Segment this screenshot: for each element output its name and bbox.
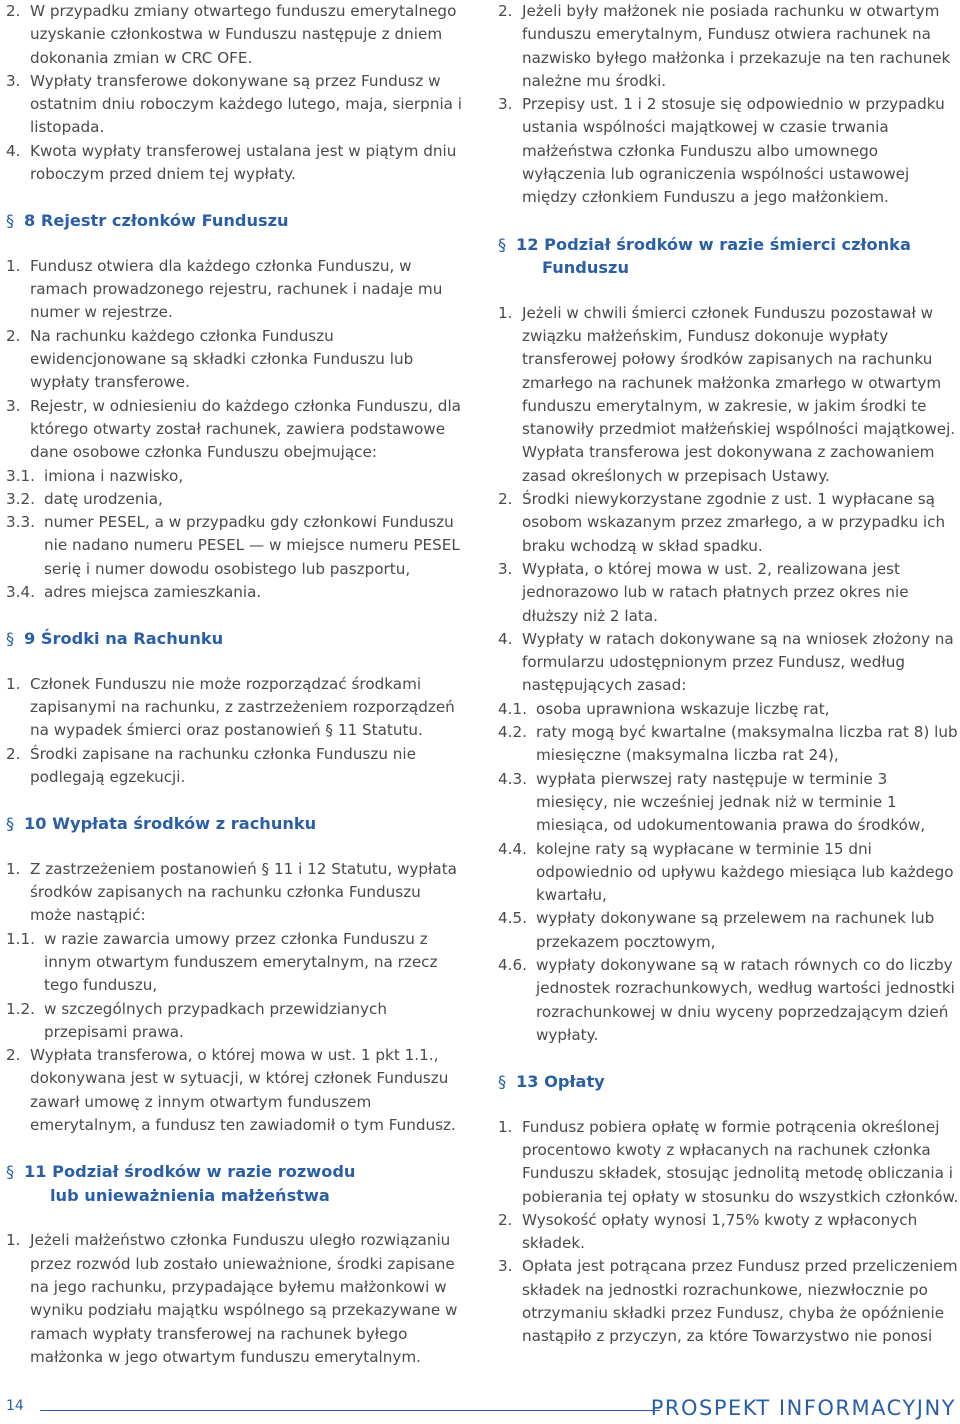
list-item: 4. Kwota wypłaty transferowej ustalana jest w piątym dniu roboczym przed dniem tej wypłaty. bbox=[6, 141, 457, 184]
section-8-heading: § 8 Rejestr członków Funduszu bbox=[6, 209, 466, 233]
section-12-heading: § 12 Podział środków w razie śmierci członka Funduszu bbox=[498, 234, 911, 278]
list-item: 3. Wypłaty transferowe dokonywane są przez Fundusz w ostatnim dniu roboczym każdego lutego, maja, sierpnia i listopada. bbox=[6, 71, 463, 137]
section-11-heading: § 11 Podział środków w razie rozwodu lub unieważnienia małżeństwa bbox=[6, 1162, 356, 1205]
list-item: 2. Jeżeli były małżonek nie posiada rachunku w otwartym funduszu emerytalnym, Fundusz otwiera rachunek na nazwisko byłego małżonka i przekazuje na ten rachunek należne mu środki. bbox=[498, 2, 951, 90]
section-symbol-icon: § bbox=[6, 211, 15, 231]
footer-divider bbox=[40, 1410, 660, 1411]
document-title: PROSPEKT INFORMACYJNY bbox=[650, 1396, 956, 1420]
sub-item: 4.2. raty mogą być kwartalne (maksymalna liczba rat 8) lub miesięczne (maksymalna liczba rat 24), bbox=[498, 723, 958, 765]
sub-item: 3.1. imiona i nazwisko, bbox=[6, 466, 184, 485]
section-symbol-icon: § bbox=[6, 814, 15, 834]
sub-item: 4.3. wypłata pierwszej raty następuje w terminie 3 miesięcy, nie wcześniej jednak niż w terminie 1 miesiąca, od udokumentowania prawa do środków, bbox=[498, 769, 926, 835]
section-13-heading: § 13 Opłaty bbox=[498, 1070, 960, 1094]
list-item: 2. W przypadku zmiany otwartego funduszu emerytalnego uzyskanie członkostwa w Funduszu następuje z dniem dokonania zmian w CRC OFE. bbox=[6, 2, 457, 67]
list-item: 4. Wypłaty w ratach dokonywane są na wniosek złożony na formularzu udostępnionym przez Fundusz, według następujących zasad: bbox=[498, 629, 954, 695]
section-symbol-icon: § bbox=[6, 629, 15, 649]
sub-item: 1.2. w szczególnych przypadkach przewidzianych przepisami prawa. bbox=[6, 999, 388, 1041]
sub-item: 4.5. wypłaty dokonywane są przelewem na rachunek lub przekazem pocztowym, bbox=[498, 909, 935, 951]
list-item: 1. Jeżeli małżeństwo członka Funduszu uległo rozwiązaniu przez rozwód lub zostało unieważnione, środki zapisane na jego rachunku, przypadające byłemu małżonkowi w wyniku podziału majątku wspólnego są przekazywane w ramach wypłaty transferowej na rachunek byłego małżonka w jego otwartym funduszu emerytalnym. bbox=[6, 1231, 458, 1366]
list-item: 3. Rejestr, w odniesieniu do każdego członka Funduszu, dla którego otwarty został rachunek, zawiera podstawowe dane osobowe członka Funduszu obejmujące: bbox=[6, 396, 461, 462]
sub-item: 1.1. w razie zawarcia umowy przez członka Funduszu z innym otwartym funduszem emerytalnym, na rzecz tego funduszu, bbox=[6, 929, 438, 995]
sub-item: 3.2. datę urodzenia, bbox=[6, 489, 163, 508]
sub-item: 4.1. osoba uprawniona wskazuje liczbę rat, bbox=[498, 699, 830, 718]
section-9-heading: § 9 Środki na Rachunku bbox=[6, 627, 466, 651]
list-item: 2. Na rachunku każdego członka Funduszu ewidencjonowane są składki członka Funduszu lub wypłaty transferowe. bbox=[6, 326, 414, 392]
list-item: 2. Środki zapisane na rachunku członka Funduszu nie podlegają egzekucji. bbox=[6, 744, 416, 787]
list-item: 3. Wypłata, o której mowa w ust. 2, realizowana jest jednorazowo lub w ratach płatnych przez okres nie dłuższy niż 2 lata. bbox=[498, 559, 909, 625]
left-column bbox=[6, 0, 466, 1369]
list-item: 1. Jeżeli w chwili śmierci członek Funduszu pozostawał w związku małżeńskim, Fundusz dokonuje wypłaty transferowej połowy środków zapisanych na rachunku zmarłego na rachunek małżonka zmarłego w otwartym funduszu emerytalnym, w zakresie, w jakim środki te stanowiły przedmiot małżeńskiej wspólności majątkowej. Wypłata transferowa jest dokonywana z zachowaniem zasad określonych w przepisach Ustawy. bbox=[498, 303, 956, 485]
sub-item: 4.4. kolejne raty są wypłacane w terminie 15 dni odpowiednio od upływu każdego miesiąca lub każdego kwartału, bbox=[498, 839, 954, 905]
list-item: 3. Opłata jest potrącana przez Fundusz przed przeliczeniem składek na jednostki rozrachunkowe, niezwłocznie po otrzymaniu składki przez Fundusz, chyba że opóźnienie nastąpiło z przyczyn, za które Towarzystwo nie ponosi bbox=[498, 1257, 958, 1346]
list-item: 2. Wysokość opłaty wynosi 1,75% kwoty z wpłaconych składek. bbox=[498, 1210, 918, 1253]
list-item: 2. Wypłata transferowa, o której mowa w ust. 1 pkt 1.1., dokonywana jest w sytuacji, w której członek Funduszu zawarł umowę z innym otwartym funduszem emerytalnym, a fundusz ten zawiadomił o tym Fundusz. bbox=[6, 1046, 456, 1135]
list-item: 1. Z zastrzeżeniem postanowień § 11 i 12 Statutu, wypłata środków zapisanych na rachunku członka Funduszu może nastąpić: bbox=[6, 859, 457, 925]
sub-item: 3.4. adres miejsca zamieszkania. bbox=[6, 583, 262, 602]
list-item: 1. Fundusz pobiera opłatę w formie potrącenia określonej procentowo kwoty z wpłacanych na rachunek członka Funduszu składek, stosując jednolitą metodę obliczania i pobierania tej opłaty w stosunku do wszystkich członków. bbox=[498, 1117, 959, 1206]
list-item: 1. Członek Funduszu nie może rozporządzać środkami zapisanymi na rachunku, z zastrzeżeniem rozporządzeń na wypadek śmierci oraz postanowień § 11 Statutu. bbox=[6, 674, 455, 740]
section-symbol-icon: § bbox=[498, 234, 507, 254]
list-item: 2. Środki niewykorzystane zgodnie z ust. 1 wypłacane są osobom wskazanym przez zmarłego, a w przypadku ich braku wchodzą w skład spadku. bbox=[498, 490, 946, 555]
list-item: 1. Fundusz otwiera dla każdego członka Funduszu, w ramach prowadzonego rejestru, rachunek i nadaje mu numer w rejestrze. bbox=[6, 256, 443, 322]
right-column bbox=[498, 0, 960, 1349]
section-10-heading: § 10 Wypłata środków z rachunku bbox=[6, 812, 466, 836]
sub-item: 3.3. numer PESEL, a w przypadku gdy członkowi Funduszu nie nadano numeru PESEL — w miejsce numeru PESEL serię i numer dowodu osobistego lub paszportu, bbox=[6, 513, 460, 578]
sub-item: 4.6. wypłaty dokonywane są w ratach równych co do liczby jednostek rozrachunkowych, według wartości jednostki rozrachunkowej w dniu wyceny poprzedzającym dzień wypłaty. bbox=[498, 955, 955, 1044]
page-number: 14 bbox=[6, 1398, 24, 1414]
section-symbol-icon: § bbox=[498, 1072, 507, 1092]
list-item: 3. Przepisy ust. 1 i 2 stosuje się odpowiednio w przypadku ustania wspólności majątkowej w czasie trwania małżeństwa członka Funduszu albo umownego wyłączenia lub ograniczenia wspólności ustawowej między członkiem Funduszu a jego małżonkiem. bbox=[498, 95, 945, 207]
section-symbol-icon: § bbox=[6, 1162, 15, 1182]
